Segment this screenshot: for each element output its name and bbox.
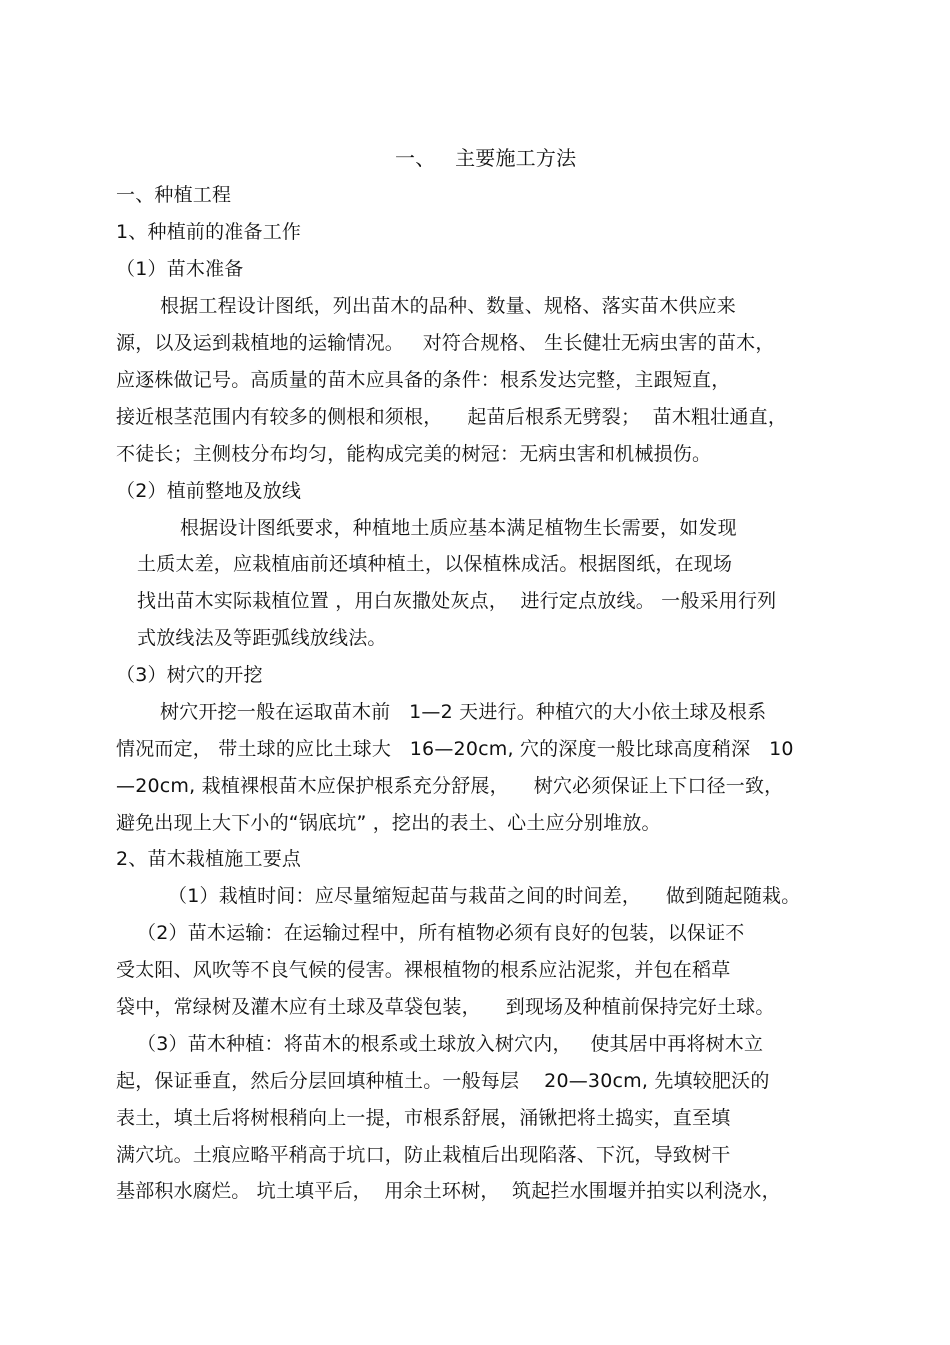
paragraph-line: （3）苗木种植：将苗木的根系或土球放入树穴内， 使其居中再将树木立 [137,1033,764,1055]
paragraph-line: 不徒长；主侧枝分布均匀，能构成完美的树冠：无病虫害和机械损伤。 [116,443,712,465]
paragraph-line: （2）苗木运输：在运输过程中，所有植物必须有良好的包装，以保证不 [137,922,745,944]
page-title: 一、 主要施工方法 [395,146,577,170]
paragraph-line: 情况而定， 带土球的应比土球大 16—20cm, 穴的深度一般比球高度稍深 10 [116,738,794,760]
item-heading: （2）植前整地及放线 [116,480,302,502]
paragraph-line: 找出苗木实际栽植位置 ，用白灰撒处灰点， 进行定点放线。 一般采用行列 [137,590,777,612]
paragraph-line: 根据设计图纸要求，种植地土质应基本满足植物生长需要，如发现 [180,517,737,539]
item-heading: （1）苗木准备 [116,258,244,280]
subsection-heading: 1、种植前的准备工作 [116,221,302,243]
paragraph-line: 基部积水腐烂。 坑土填平后， 用余土环树， 筑起拦水围堰并拍实以利浇水， [116,1180,781,1202]
paragraph-line: —20cm, 栽植裸根苗木应保护根系充分舒展， 树穴必须保证上下口径一致， [116,775,784,797]
paragraph-line: 避免出现上大下小的“锅底坑” ，挖出的表土、心土应分别堆放。 [116,812,661,834]
paragraph-line: 表土，填土后将树根稍向上一提，市根系舒展，涌锹把将土捣实，直至填 [116,1107,731,1129]
paragraph-line: 应逐株做记号。高质量的苗木应具备的条件：根系发达完整，主跟短直， [116,369,731,391]
paragraph-line: 根据工程设计图纸，列出苗木的品种、数量、规格、落实苗木供应来 [160,295,737,317]
item-heading: （3）树穴的开挖 [116,664,263,686]
subsection-heading: 2、苗木栽植施工要点 [116,848,302,870]
paragraph-line: 源，以及运到栽植地的运输情况。 对符合规格、 生长健壮无病虫害的苗木， [116,332,775,354]
paragraph-line: 满穴坑。土痕应略平稍高于坑口，防止栽植后出现陷落、下沉，导致树干 [116,1144,731,1166]
paragraph-line: （1）栽植时间：应尽量缩短起苗与栽苗之间的时间差， 做到随起随栽。 [168,885,801,907]
paragraph-line: 起，保证垂直，然后分层回填种植土。一般每层 20—30cm, 先填较肥沃的 [116,1070,770,1092]
paragraph-line: 土质太差，应栽植庙前还填种植土，以保植株成活。根据图纸，在现场 [137,553,733,575]
paragraph-line: 袋中，常绿树及灌木应有土球及草袋包装， 到现场及种植前保持完好土球。 [116,996,775,1018]
section-heading: 一、种植工程 [116,184,232,206]
paragraph-line: 受太阳、风吹等不良气候的侵害。裸根植物的根系应沾泥浆，并包在稻草 [116,959,731,981]
paragraph-line: 接近根茎范围内有较多的侧根和须根， 起苗后根系无劈裂； 苗木粗壮通直， [116,406,788,428]
paragraph-line: 式放线法及等距弧线放线法。 [137,627,387,649]
paragraph-line: 树穴开挖一般在运取苗木前 1—2 天进行。种植穴的大小依土球及根系 [160,701,767,723]
